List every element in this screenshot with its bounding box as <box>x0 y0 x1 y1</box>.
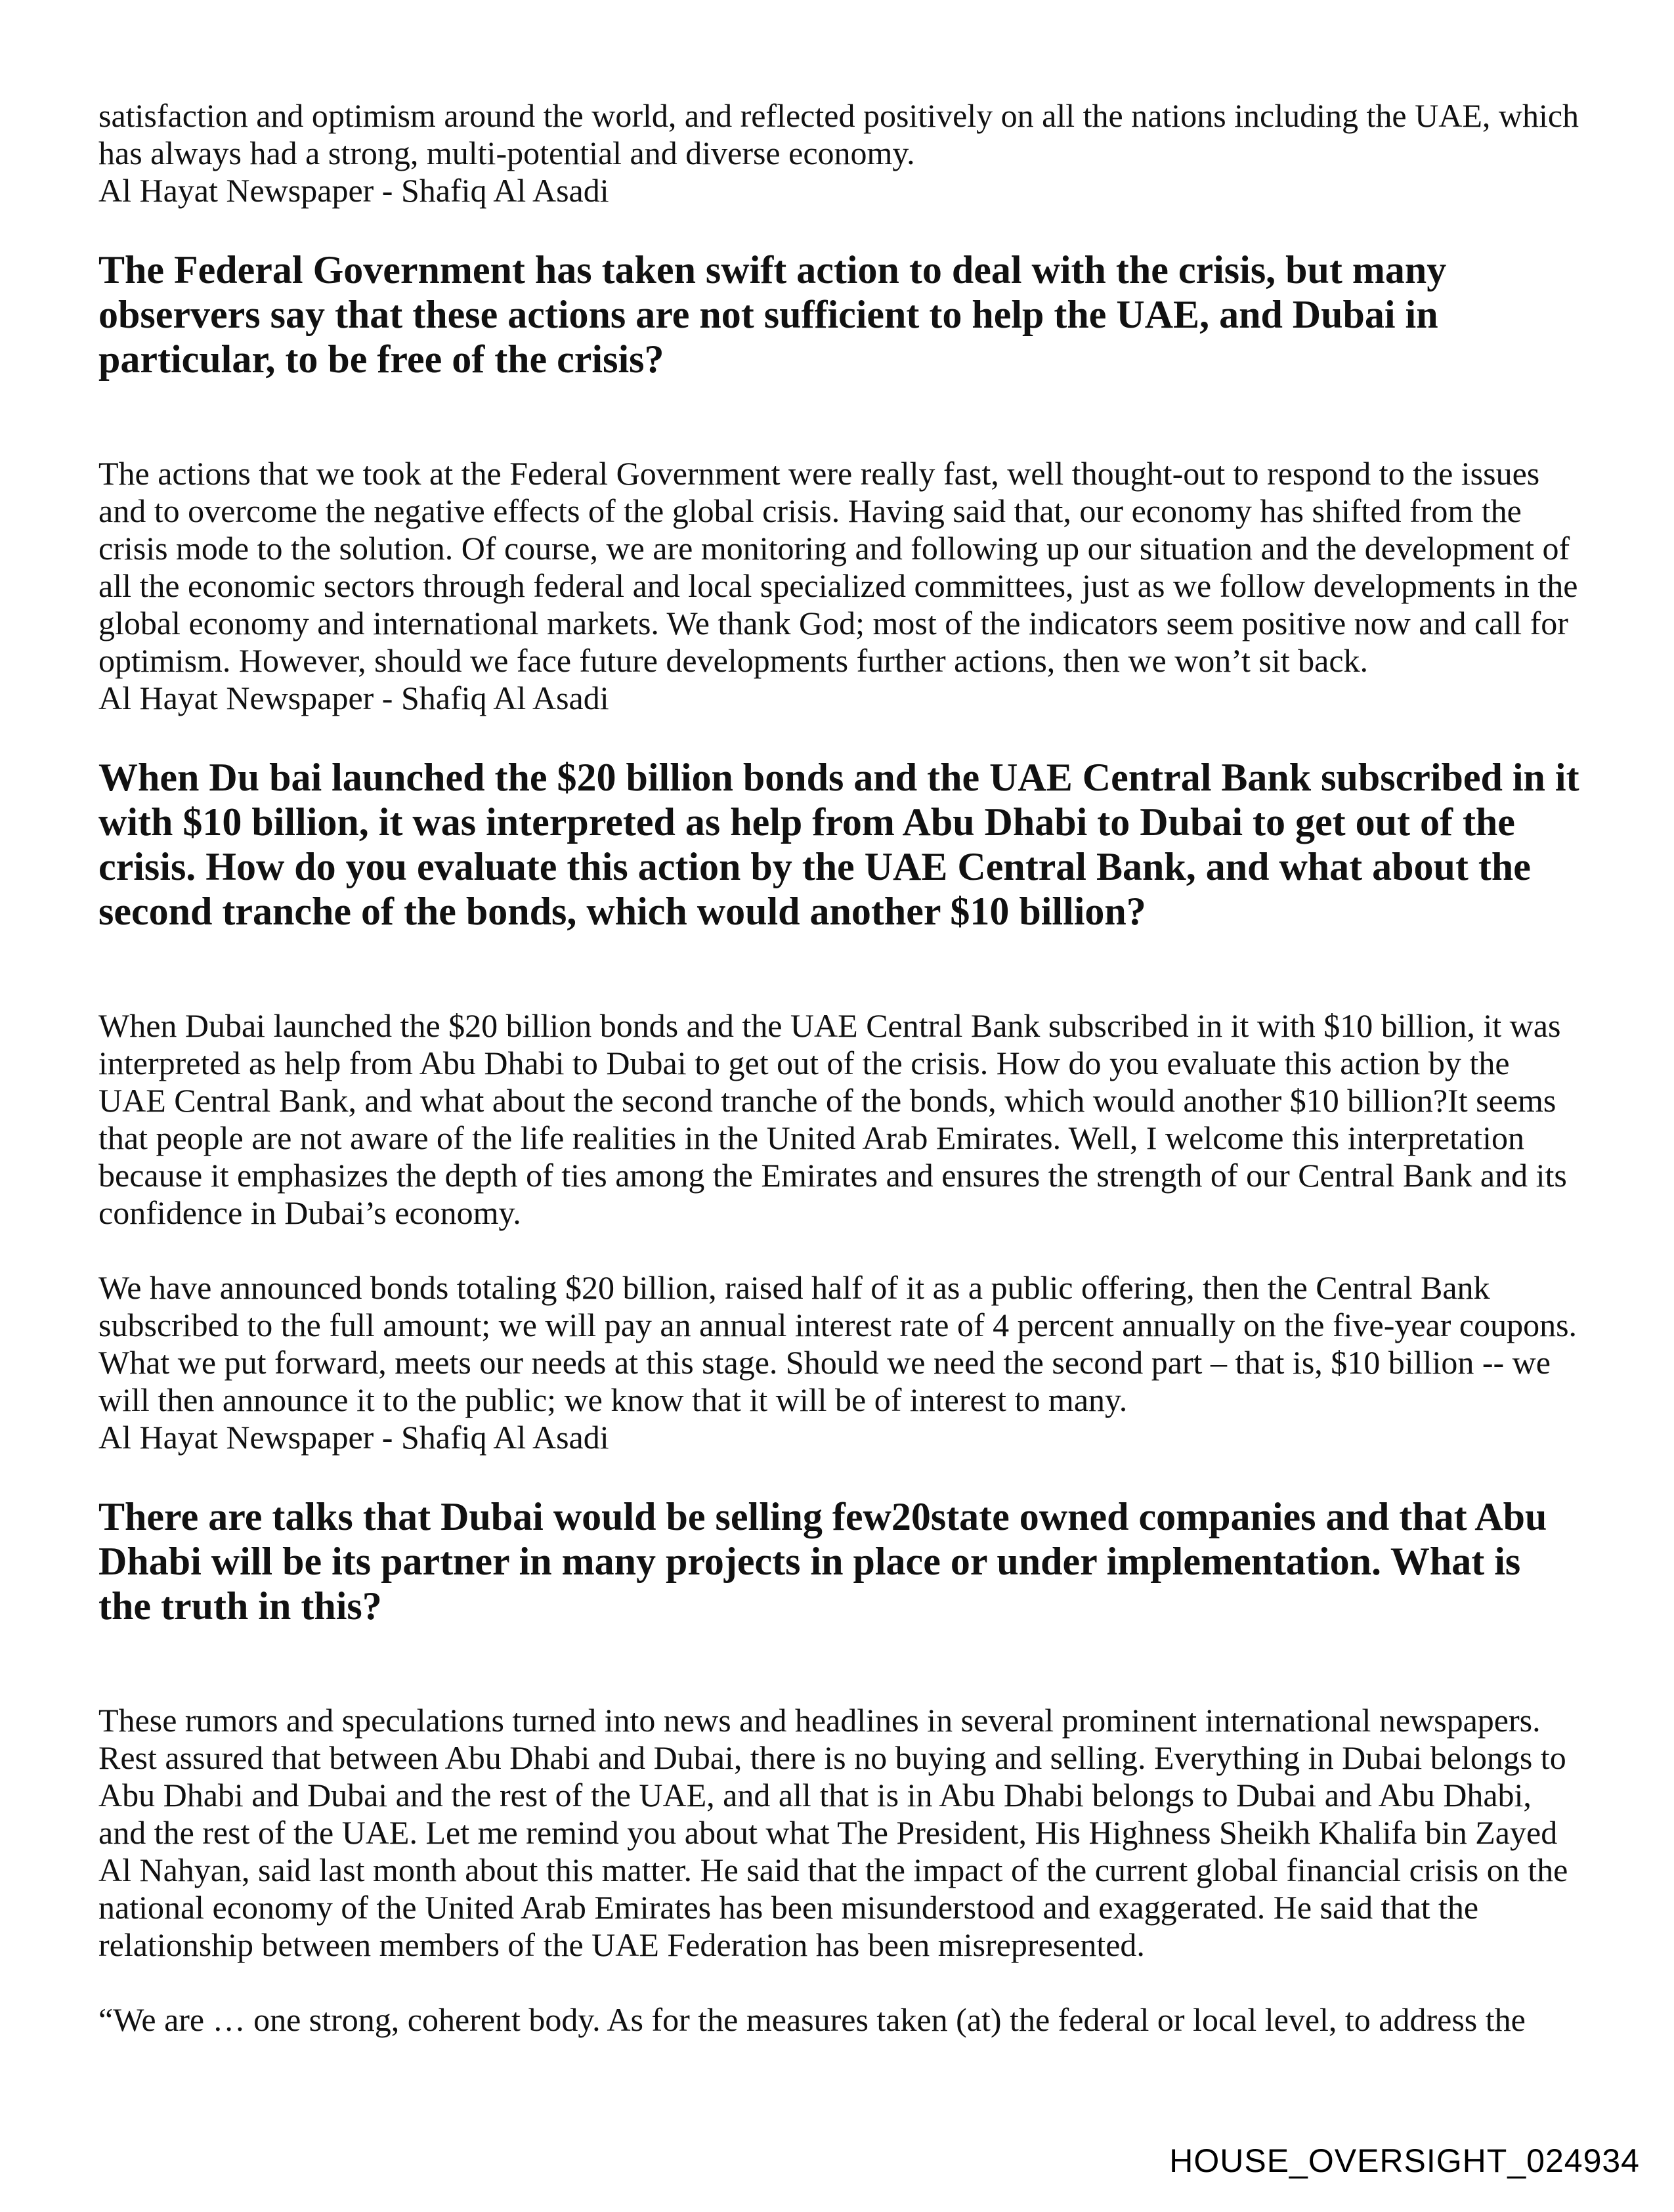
question-heading: When Du bai launched the $20 billion bonds and the UAE Central Bank subscribed in it with $10 billion, it was interpreted as help from Abu Dhabi to Dubai to get out of the crisis. How do you evaluate this action by the UAE Central Bank, and what about the second tranche of the bonds, which would another $10 billion? <box>98 756 1579 933</box>
answer-paragraph: The actions that we took at the Federal Government were really fast, well thought-out to respond to the issues and to overcome the negative effects of the global crisis. Having said that, our economy has shifted from the crisis mode to the solution. Of course, we are monitoring and following up our situation and the development of all the economic sectors through federal and local specialized committees, just as we follow developments in the global economy and international markets. We thank God; most of the indicators seem positive now and call for optimism. However, should we face future developments further actions, then we won’t sit back. <box>98 455 1578 679</box>
question-heading: There are talks that Dubai would be selling few20state owned companies and that Abu Dhabi will be its partner in many projects in place or under implementation. What is the truth in this? <box>98 1495 1547 1628</box>
question-heading: The Federal Government has taken swift action to deal with the crisis, but many observers say that these actions are not sufficient to help the UAE, and Dubai in particular, to be free of the crisis? <box>98 248 1447 381</box>
intro-paragraph: satisfaction and optimism around the world, and reflected positively on all the nations including the UAE, which has always had a strong, multi-potential and diverse economy. <box>98 97 1579 171</box>
source-line: Al Hayat Newspaper - Shafiq Al Asadi <box>98 1419 609 1456</box>
bates-number: HOUSE_OVERSIGHT_024934 <box>1169 2142 1640 2179</box>
answer-paragraph: These rumors and speculations turned into news and headlines in several prominent international newspapers. Rest assured that between Abu Dhabi and Dubai, there is no buying and selling. Everything in Dubai belongs to Abu Dhabi and Dubai and the rest of the UAE, and all that is in Abu Dhabi belongs to Dubai and Abu Dhabi, and the rest of the UAE. Let me remind you about what The President, His Highness Sheikh Khalifa bin Zayed Al Nahyan, said last month about this matter. He said that the impact of the current global financial crisis on the national economy of the United Arab Emirates has been misunderstood and exaggerated. He said that the relationship between members of the UAE Federation has been misrepresented. <box>98 1702 1568 1963</box>
answer-paragraph: “We are … one strong, coherent body. As for the measures taken (at) the federal or local level, to address the <box>98 2001 1526 2038</box>
source-line: Al Hayat Newspaper - Shafiq Al Asadi <box>98 172 609 209</box>
answer-paragraph: When Dubai launched the $20 billion bonds and the UAE Central Bank subscribed in it with $10 billion, it was interpreted as help from Abu Dhabi to Dubai to get out of the crisis. How do you evaluate this action by the UAE Central Bank, and what about the second tranche of the bonds, which would another $10 billion?It seems that people are not aware of the life realities in the United Arab Emirates. Well, I welcome this interpretation because it emphasizes the depth of ties among the Emirates and ensures the strength of our Central Bank and its confidence in Dubai’s economy. <box>98 1007 1567 1231</box>
source-line: Al Hayat Newspaper - Shafiq Al Asadi <box>98 680 609 716</box>
answer-paragraph: We have announced bonds totaling $20 billion, raised half of it as a public offering, then the Central Bank subscribed to the full amount; we will pay an annual interest rate of 4 percent annually on the five-year coupons. What we put forward, meets our needs at this stage. Should we need the second part – that is, $10 billion -- we will then announce it to the public; we know that it will be of interest to many. <box>98 1269 1577 1418</box>
document-page <box>98 97 1582 2039</box>
